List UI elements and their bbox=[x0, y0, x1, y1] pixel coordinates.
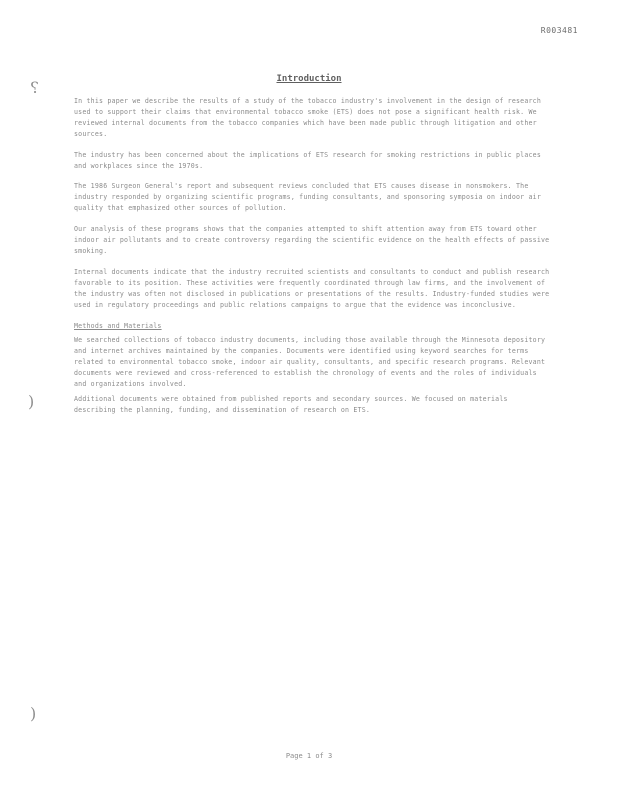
paragraph: In this paper we describe the results of a study of the tobacco industry's involvement in the design of research used to support their claims that environmental tobacco smoke (ETS) does not pose a significant health risk. We reviewed internal documents from the tobacco companies which have been made public through litigation and other sources. bbox=[74, 97, 542, 138]
paragraph: Internal documents indicate that the industry recruited scientists and consultants to conduct and publish research favorable to its position. These activities were frequently coordinated through law firms, and the involvement of the industry was often not disclosed in publications or presentations of the results. Industry-funded studies were used in regulatory proceedings and public relations campaigns to argue that the evidence was inconclusive. bbox=[74, 267, 550, 309]
paragraph: The 1986 Surgeon General's report and subsequent reviews concluded that ETS causes disease in nonsmokers. The industry responded by organizing scientific programs, funding consultants, and sponsoring symposia on indoor air quality that emphasized other sources of pollution. bbox=[74, 182, 542, 213]
paragraph: We searched collections of tobacco industry documents, including those available through the Minnesota depository and internet archives maintained by the companies. Documents were identified using keyword searches for terms related to environmental tobacco smoke, indoor air quality, consultants, and specific research programs. Relevant documents were reviewed and cross-referenced to establish the chronology of events and the roles of individuals and organizations involved. bbox=[74, 336, 546, 389]
document-title: Introduction bbox=[276, 74, 342, 84]
page-number: Page 1 of 3 bbox=[285, 752, 333, 760]
paragraph: Our analysis of these programs shows that the companies attempted to shift attention away from ETS toward other indoor air pollutants and to create controversy regarding the scientific evidence on the health effects of passive smoking. bbox=[74, 225, 550, 255]
margin-mark-middle: ) bbox=[28, 392, 35, 411]
margin-mark-top: ⸮ bbox=[30, 78, 39, 97]
margin-mark-bottom: ) bbox=[30, 704, 37, 723]
document-body bbox=[74, 96, 552, 420]
section-heading: Methods and Materials bbox=[74, 321, 162, 330]
document-id: R003481 bbox=[540, 26, 578, 35]
paragraph: Additional documents were obtained from published reports and secondary sources. We focused on materials describing the planning, funding, and dissemination of research on ETS. bbox=[74, 394, 508, 414]
paragraph: The industry has been concerned about the implications of ETS research for smoking restrictions in public places and workplaces since the 1970s. bbox=[74, 150, 542, 170]
